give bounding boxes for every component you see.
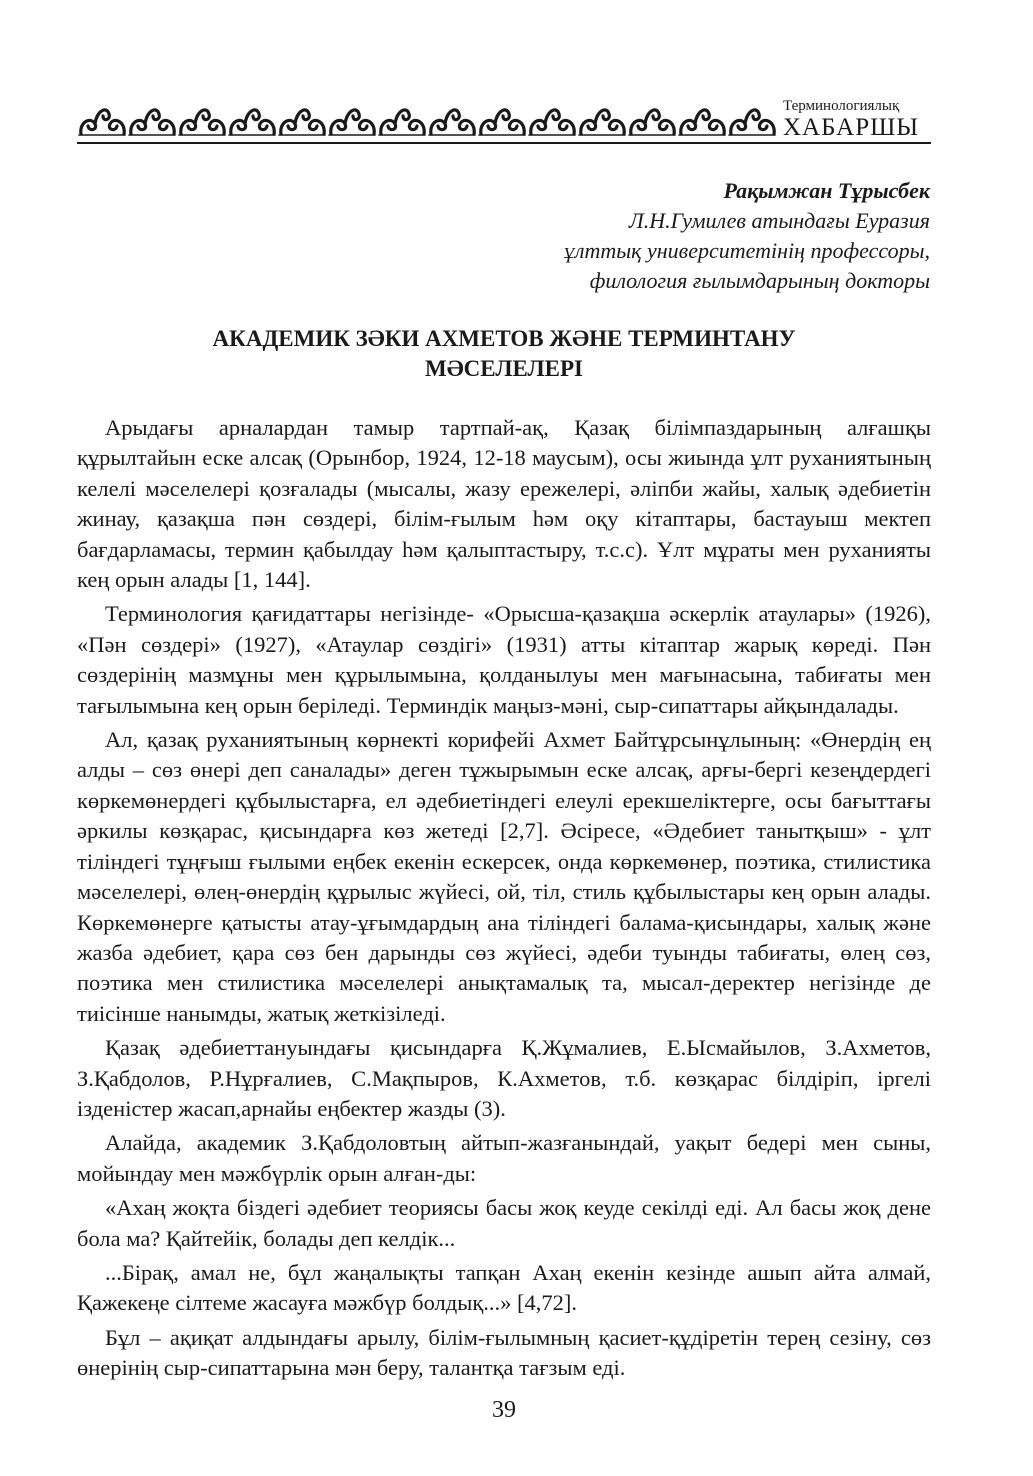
article-title [77,324,931,384]
scroll-motif [179,110,225,135]
scroll-motif [629,110,675,135]
scroll-ornament-icon [77,98,777,138]
scroll-motif [329,110,375,135]
author-affiliation-line: Л.Н.Гумилев атындағы Еуразия [628,208,930,233]
page-number: 39 [492,1397,516,1423]
article-body [77,413,931,1388]
journal-name-big: ХАБАРШЫ [783,114,920,141]
author-block [564,176,930,296]
scroll-motif [79,110,125,135]
author-affiliation-line: ұлттық университетінің профессоры, [563,238,930,263]
scroll-motif [729,110,775,135]
scroll-motif [529,110,575,135]
running-header [77,95,931,145]
scroll-motif [229,110,275,135]
header-rule [77,142,931,144]
scroll-motif [579,110,625,135]
paragraph: Арыдағы арналардан тамыр тартпай-ақ, Қазақ білімпаздарының алғашқы құрылтайын еске алсақ (Орынбор, 1924, 12-18 маусым), осы жиында ұлт руханиятының келелі мәселелері қозғалады (мысалы, жазу ережелері, әліпби жайы, халық әдебиетін жинау, қазақша пән сөздері, білім-ғылым һәм оқу кітаптары, бастауыш мектеп бағдарламасы, термин қабылдау һәм қалыптастыру, т.с.с). Ұлт мұраты мен руханияты кең орын алады [1, 144]. [77,415,931,593]
scroll-motif [679,110,725,135]
article-title-line: АКАДЕМИК ЗӘКИ АХМЕТОВ ЖӘНЕ ТЕРМИНТАНУ [212,326,796,351]
journal-name-small: Терминологиялық [783,98,900,114]
paragraph: Қазақ әдебиеттануындағы қисындарға Қ.Жұмалиев, Е.Ысмайылов, З.Ахметов, З.Қабдолов, Р.Нұрғалиев, С.Мақпыров, К.Ахметов, т.б. көзқарас білдіріп, іргелі ізденістер жасап,арнайы еңбектер жазды (3). [77,1035,931,1121]
scroll-motif [379,110,425,135]
author-affiliation-line: филология ғылымдарының докторы [589,268,930,293]
scroll-motif [279,110,325,135]
paragraph: Алайда, академик З.Қабдоловтың айтып-жазғанындай, уақыт бедері мен сыны, мойындау мен мәжбүрлік орын алған-ды: [77,1130,931,1186]
paragraph: «Ахаң жоқта біздегі әдебиет теориясы басы жоқ кеуде секілді еді. Ал басы жоқ дене бола ма? Қайтейік, болады деп келдік... [77,1195,931,1251]
scroll-motif [429,110,475,135]
paragraph: Бұл – ақиқат алдындағы арылу, білім-ғылымның қасиет-құдіретін терең сезіну, сөз өнерінің сыр-сипаттарына мән беру, талантқа тағзым еді. [77,1324,931,1381]
paragraph: ...Бірақ, амал не, бұл жаңалықты тапқан Ахаң екенін кезінде ашып айта алмай, Қажекеңе сілтеме жасауға мәжбүр болдық...» [4,72]. [77,1259,931,1316]
scroll-motif [479,110,525,135]
article-title-line: МӘСЕЛЕЛЕРІ [424,356,583,381]
scroll-motif [129,110,175,135]
paragraph: Ал, қазақ руханиятының көрнекті корифейі Ахмет Байтұрсынұлының: «Өнердің ең алды – сөз өнері деп саналады» деген тұжырымын еске алсақ, арғы-бергі кезеңдердегі көркемөнердегі құбылыстарға, ел әдебиетіндегі елеулі ерекшеліктерге, осы бағыттағы әркилы көзқарас, қисындарға көз жетеді [2,7]. Әсіресе, «Әдебиет танытқыш» - ұлт тіліндегі тұңғыш ғылыми еңбек екенін ескерсек, онда көркемөнер, поэтика, стилистика мәселелері, өлең-өнердің құрылыс жүйесі, ой, тіл, стиль құбылыстары кең орын алады. Көркемөнерге қатысты атау-ұғымдардың ана тіліндегі балама-қисындары, халық және жазба әдебиет, қара сөз бен дарынды сөз жүйесі, әдеби туынды табиғаты, өлең сөз, поэтика мен стилистика мәселелері анықтамалық та, мысал-деректер негізінде де тиісінше нанымды, жатық жеткізіледі. [77,727,931,1026]
paragraph: Терминология қағидаттары негізінде- «Орысша-қазақша әскерлік атаулары» (1926), «Пән сөздері» (1927), «Атаулар сөздігі» (1931) атты кітаптар жарық көреді. Пән сөздерінің мазмұны мен құрылымына, қолданылуы мен мағынасына, табиғаты мен тағылымына кең орын беріледі. Терминдік маңыз-мәні, сыр-сипаттары айқындалады. [77,601,931,718]
author-name: Рақымжан Тұрысбек [723,178,930,203]
